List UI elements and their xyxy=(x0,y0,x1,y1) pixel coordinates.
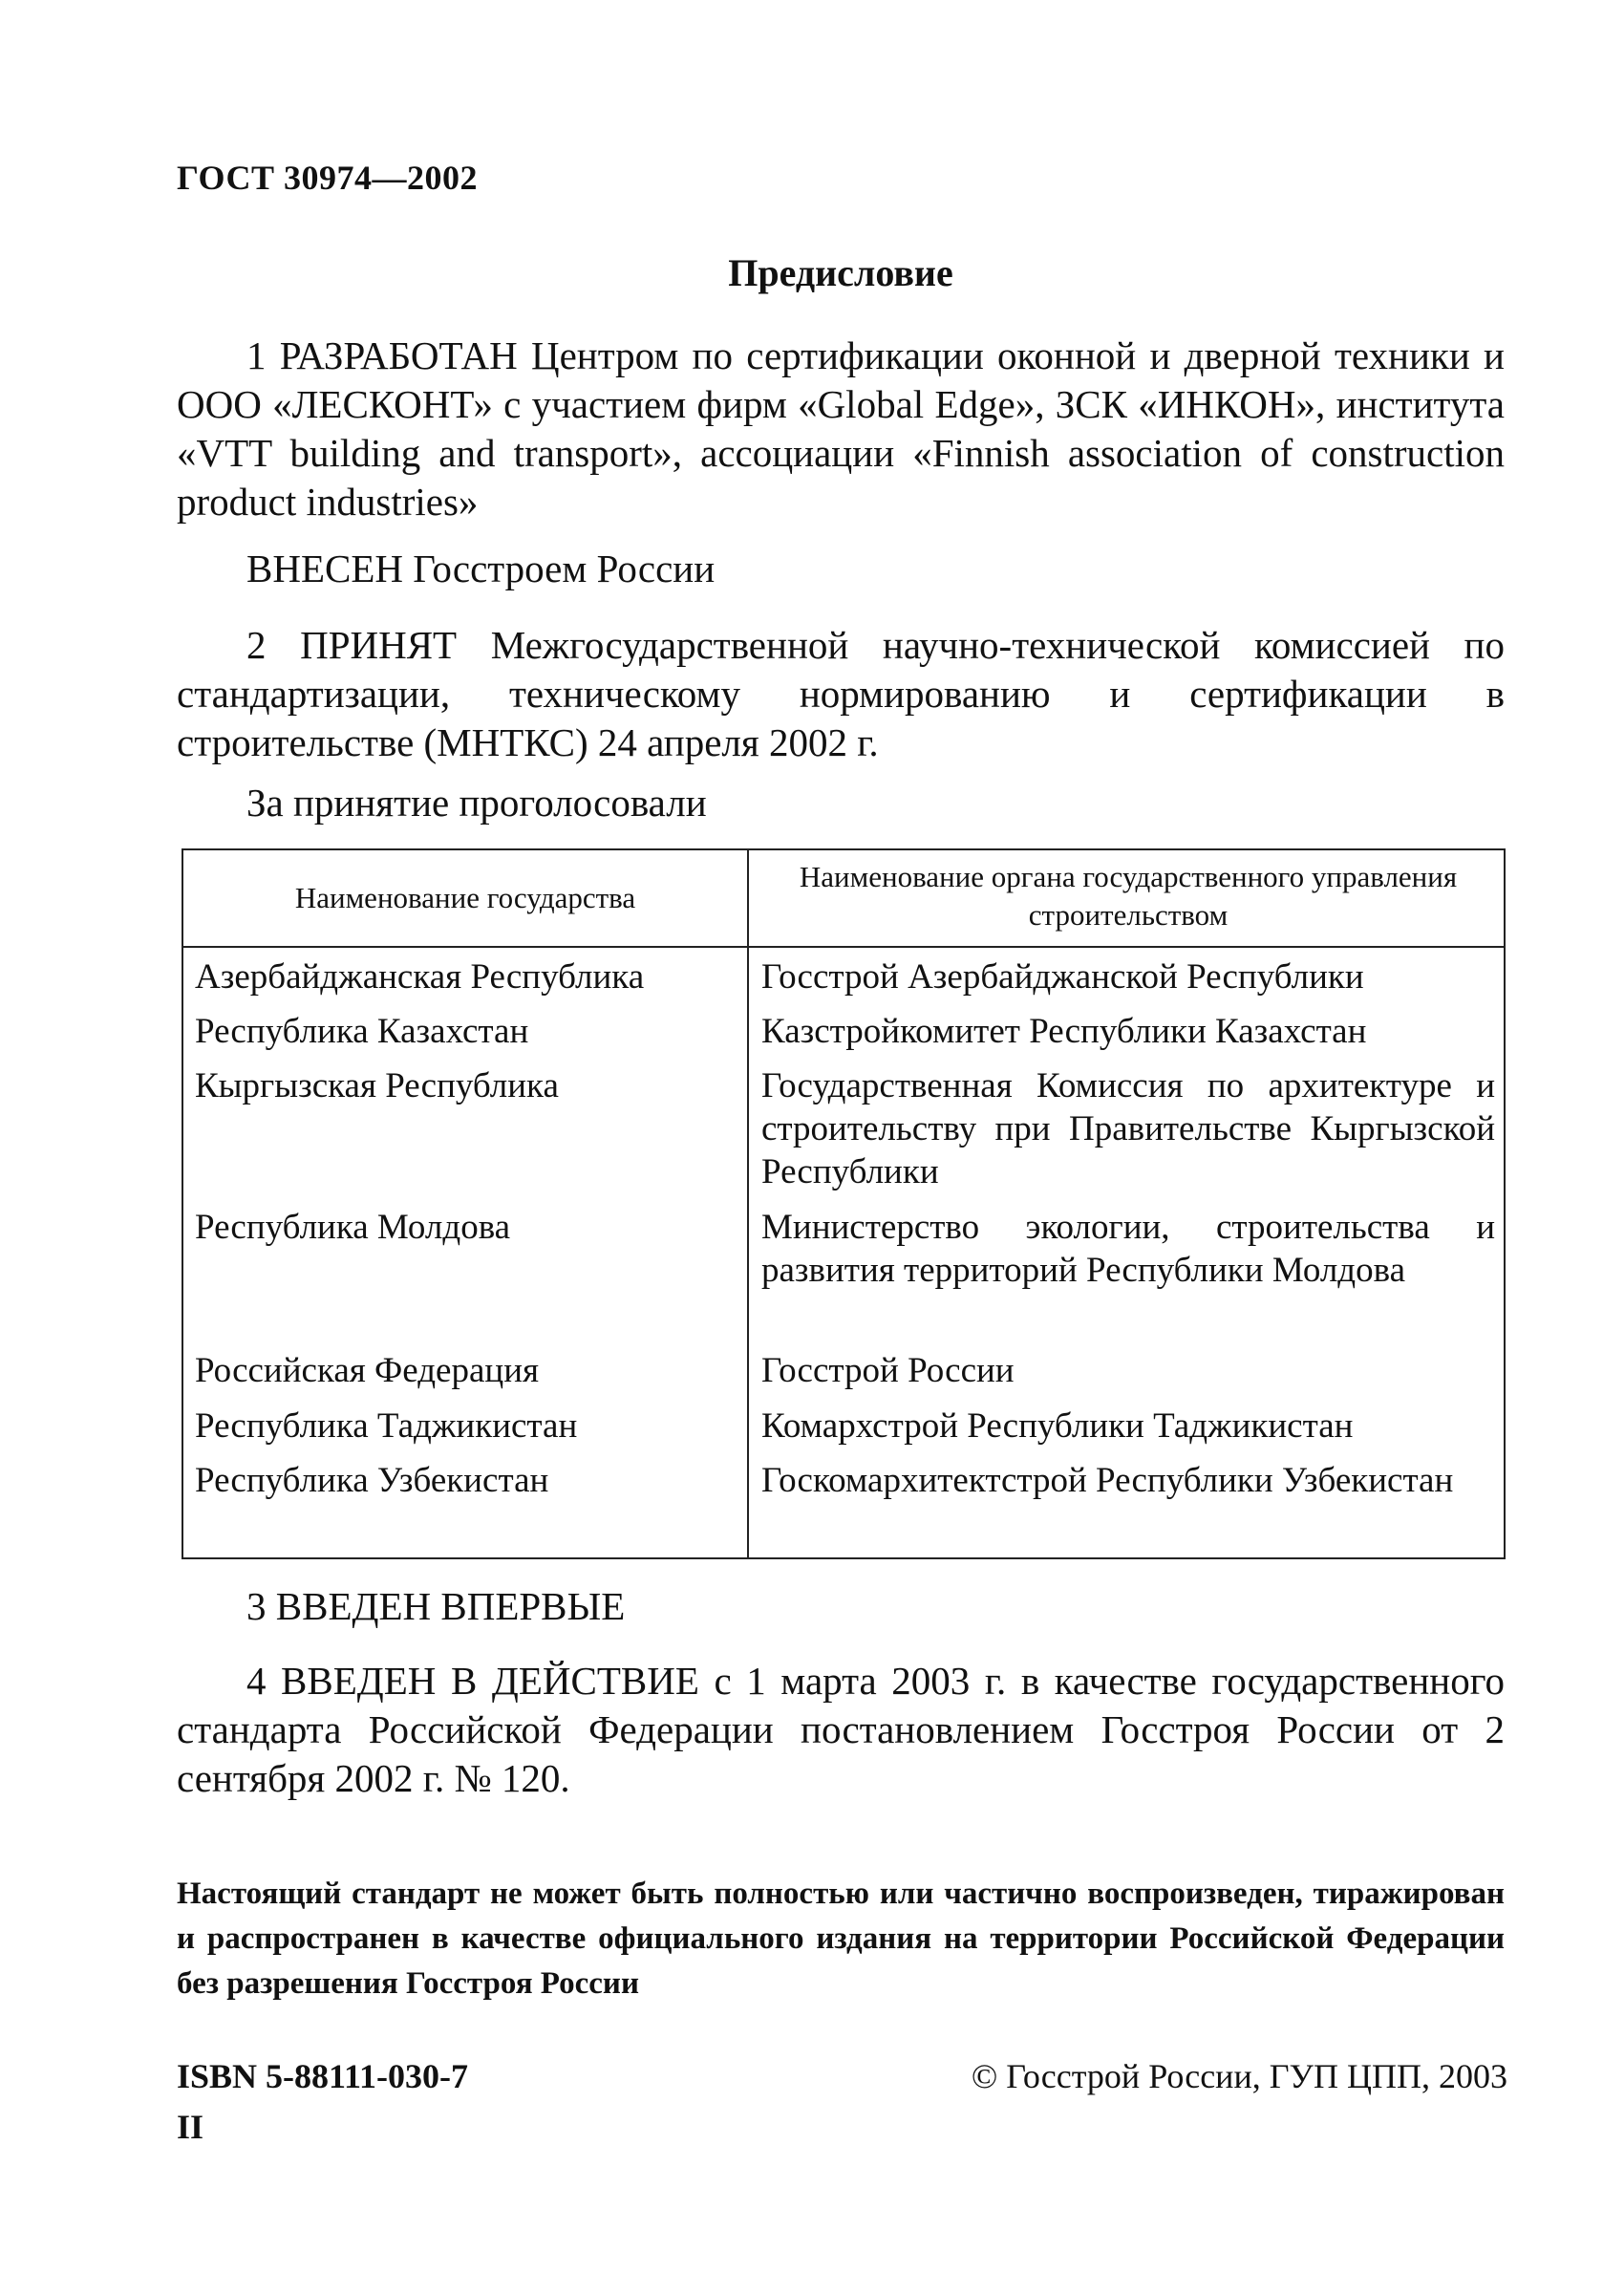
copyright: © Госстрой России, ГУП ЦПП, 2003 xyxy=(971,2057,1507,2095)
table-cell-authority: Министерство экологии, строительства и развития территорий Республики Молдова xyxy=(761,1208,1495,1290)
voting-table xyxy=(182,848,1506,1559)
table-cell-state: Российская Федерация xyxy=(195,1351,540,1390)
page-number: II xyxy=(177,2108,204,2146)
table-cell-state: Республика Казахстан xyxy=(195,1012,529,1051)
paragraph-adopted: 2 ПРИНЯТ Межгосударственной научно-технической комиссией по стандартизации, техническому нормированию и сертификации в строительстве (МНТКС) 24 апреля 2002 г. xyxy=(177,623,1505,764)
table-cell-state: Кыргызская Республика xyxy=(195,1066,559,1105)
paragraph-submitted: ВНЕСЕН Госстроем России xyxy=(246,547,716,590)
table-cell-state: Азербайджанская Республика xyxy=(195,957,645,997)
table-cell-state: Республика Молдова xyxy=(195,1208,511,1247)
table-cell-state: Республика Таджикистан xyxy=(195,1406,578,1446)
table-cell-authority: Комархстрой Республики Таджикистан xyxy=(761,1406,1354,1446)
table-cell-authority: Госстрой Азербайджанской Республики xyxy=(761,957,1364,997)
paragraph-effective: 4 ВВЕДЕН В ДЕЙСТВИЕ с 1 марта 2003 г. в качестве государственного стандарта Российской Федерации постановлением Госстроя России от 2 сентября 2002 г. № 120. xyxy=(177,1659,1505,1800)
isbn: ISBN 5-88111-030-7 xyxy=(177,2057,469,2095)
table-cell-state: Республика Узбекистан xyxy=(195,1461,549,1500)
paragraph-developed: 1 РАЗРАБОТАН Центром по сертификации оконной и дверной техники и ООО «ЛЕСКОНТ» с участием фирм «Global Edge», ЗСК «ИНКОН», института «VTT building and transport», ассоциации «Finnish association of construction product industries» xyxy=(177,333,1505,524)
table-cell-authority: Казстройкомитет Республики Казахстан xyxy=(761,1012,1367,1051)
table-cell-authority: Госкомархитектстрой Республики Узбекистан xyxy=(761,1461,1454,1500)
table-header-divider xyxy=(183,946,1504,948)
reproduction-notice: Настоящий стандарт не может быть полностью или частично воспроизведен, тиражирован и распространен в качестве официального издания на территории Российской Федерации без разрешения Госстроя России xyxy=(177,1877,1505,2001)
table-column-divider xyxy=(747,850,749,1557)
table-cell-authority: Государственная Комиссия по архитектуре и строительству при Правительстве Кыргызской Республики xyxy=(761,1066,1495,1191)
voting-caption: За принятие проголосовали xyxy=(246,781,707,825)
standard-code: ГОСТ 30974—2002 xyxy=(177,159,478,197)
table-header-authority: Наименование органа государственного управления строительством xyxy=(799,860,1458,932)
page-title: Предисловие xyxy=(728,251,953,294)
paragraph-first-introduced: 3 ВВЕДЕН ВПЕРВЫЕ xyxy=(246,1584,626,1628)
table-header-state: Наименование государства xyxy=(294,881,636,914)
table-cell-authority: Госстрой России xyxy=(761,1351,1015,1390)
